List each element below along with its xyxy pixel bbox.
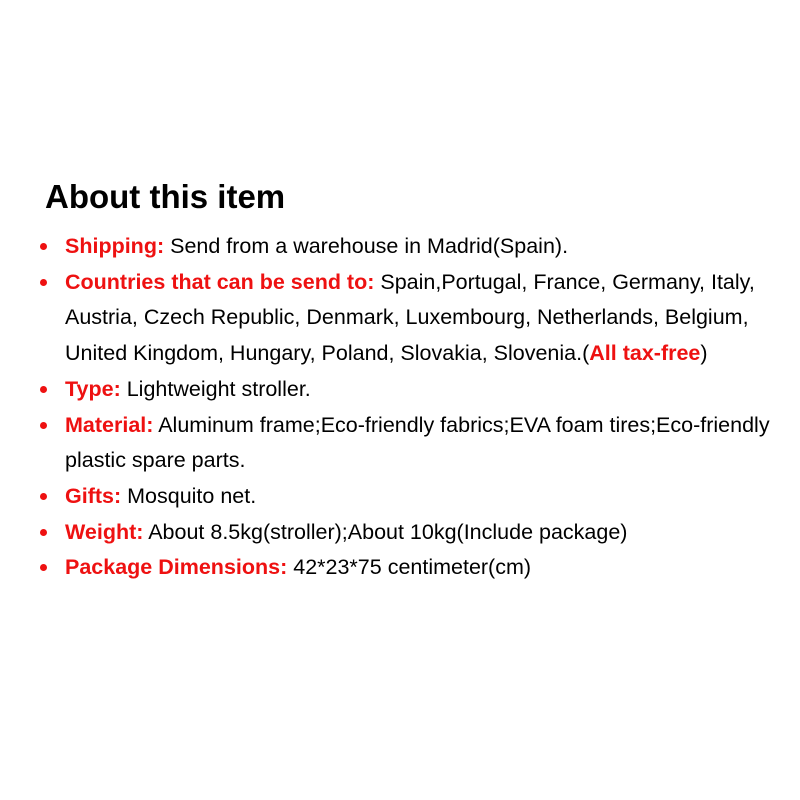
page-title: About this item (45, 178, 286, 215)
bullet-icon (40, 279, 47, 286)
feature-type (36, 372, 776, 408)
feature-gifts (36, 479, 776, 515)
feature-label: Package Dimensions: (65, 555, 288, 580)
feature-label: Type: (65, 376, 121, 401)
feature-text: Lightweight stroller. (120, 376, 311, 401)
feature-label: Material: (65, 412, 154, 437)
feature-material (36, 408, 776, 479)
bullet-icon (40, 243, 47, 250)
feature-label: Weight: (65, 519, 144, 544)
feature-shipping (36, 229, 776, 265)
feature-text: Send from a warehouse in Madrid(Spain). (164, 234, 569, 258)
feature-weight (36, 515, 776, 551)
bullet-icon (40, 493, 47, 500)
feature-label: Countries that can be send to: (65, 269, 375, 294)
bullet-icon (40, 564, 47, 571)
feature-package-dimensions (36, 550, 776, 586)
bullet-icon (40, 529, 47, 536)
feature-text: Mosquito net. (121, 483, 257, 508)
feature-text-suffix: ) (700, 341, 708, 366)
feature-text: 42*23*75 centimeter(cm) (287, 555, 532, 580)
feature-countries (36, 265, 776, 372)
bullet-icon (40, 422, 47, 429)
feature-text: Aluminum frame;Eco-friendly fabrics;EVA foam tires;Eco-friendly plastic spare parts. (65, 412, 770, 473)
feature-list (36, 229, 776, 586)
feature-text: About 8.5kg(stroller);About 10kg(Include package) (143, 519, 628, 544)
feature-label: Gifts: (65, 483, 122, 508)
feature-label: Shipping: (65, 234, 165, 258)
feature-text: Spain,Portugal, France, Germany, Italy, Austria, Czech Republic, Denmark, Luxembourg, Netherlands, Belgium, United Kingdom, Hungary, Poland, Slovakia, Slovenia.( (65, 269, 755, 366)
tax-free-highlight: All tax-free (589, 341, 701, 366)
bullet-icon (40, 386, 47, 393)
